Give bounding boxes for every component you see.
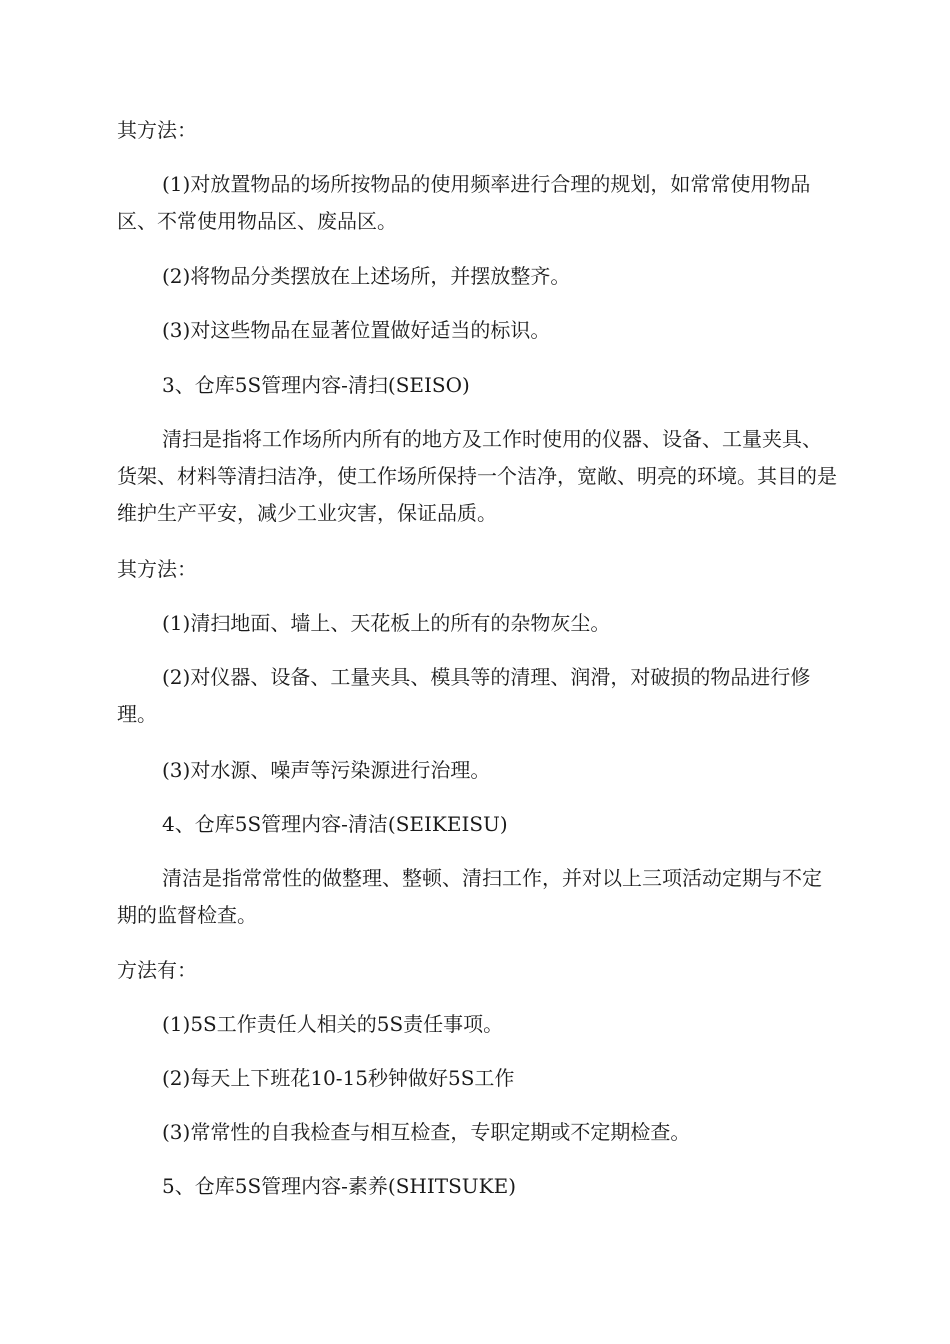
paragraph-seiso-definition: 清扫是指将工作场所内所有的地方及工作时使用的仪器、设备、工量夹具、货架、材料等清扫洁净，使工作场所保持一个洁净，宽敞、明亮的环境。其目的是维护生产平安，减少工业灾害，保证品质。 xyxy=(117,427,837,525)
list-item-daily-time: (2)每天上下班花10-15秒钟做好5S工作 xyxy=(162,1066,515,1090)
list-item-maintain-equipment: (2)对仪器、设备、工量夹具、模具等的清理、润滑，对破损的物品进行修理。 xyxy=(117,665,811,726)
list-item-pollution: (3)对水源、噪声等污染源进行治理。 xyxy=(162,758,491,782)
section-heading-seiso: 3、仓库5S管理内容-清扫(SEISO) xyxy=(162,373,470,397)
section-heading-seikeisu: 4、仓库5S管理内容-清洁(SEIKEISU) xyxy=(162,812,508,836)
section-heading-shitsuke: 5、仓库5S管理内容-素养(SHITSUKE) xyxy=(162,1174,516,1198)
list-item-inspection: (3)常常性的自我检查与相互检查，专职定期或不定期检查。 xyxy=(162,1120,691,1144)
paragraph-seikeisu-definition: 清洁是指常常性的做整理、整顿、清扫工作，并对以上三项活动定期与不定期的监督检查。 xyxy=(117,866,822,927)
method-heading-3: 方法有： xyxy=(117,958,197,982)
list-item-clean-floor: (1)清扫地面、墙上、天花板上的所有的杂物灰尘。 xyxy=(162,611,611,635)
list-item-sort-items: (2)将物品分类摆放在上述场所，并摆放整齐。 xyxy=(162,264,571,288)
list-item-responsibility: (1)5S工作责任人相关的5S责任事项。 xyxy=(162,1012,504,1036)
method-heading-2: 其方法： xyxy=(117,557,197,581)
list-item-labeling: (3)对这些物品在显著位置做好适当的标识。 xyxy=(162,318,551,342)
list-item-arrange-zones: (1)对放置物品的场所按物品的使用频率进行合理的规划，如常常使用物品区、不常使用物品区、废品区。 xyxy=(117,172,811,233)
method-heading-1: 其方法： xyxy=(117,118,197,142)
